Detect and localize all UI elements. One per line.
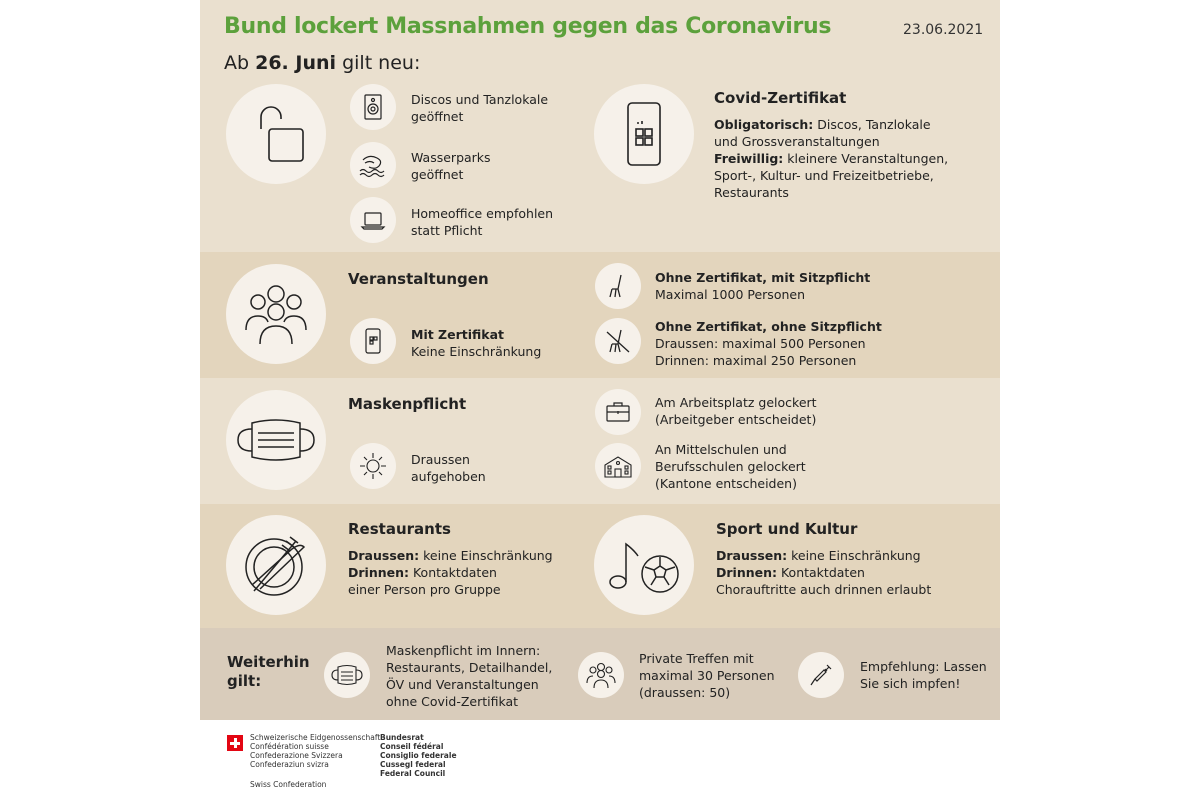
briefcase-icon [595,389,641,435]
music-football-icon [594,515,694,615]
sport-text: Draussen: keine Einschränkung Drinnen: Kontaktdaten Chorauftritte auch drinnen erlaubt [716,548,932,597]
certificate-text: Obligatorisch: Discos, Tanzlokale und Grossveranstaltungen Freiwillig: kleinere Veranstaltungen, Sport-, Kultur- und Freizeitbetriebe, Restaurants [714,117,949,200]
infographic-poster [200,0,1000,720]
events-with-certificate: Mit Zertifikat Keine Einschränkung [411,327,542,359]
opening-homeoffice: Homeoffice empfohlen statt Pflicht [411,206,554,238]
subtitle-pre: Ab [224,52,256,74]
masks-schools: An Mittelschulen und Berufsschulen gelockert (Kantone entscheiden) [655,442,806,491]
page-title: Bund lockert Massnahmen gegen das Coronavirus [224,14,832,39]
masks-workplace: Am Arbeitsplatz gelockert (Arbeitgeber entscheidet) [655,395,817,427]
opening-waterparks: Wasserparks geöffnet [411,150,491,182]
sun-icon [350,443,396,489]
restaurants-heading: Restaurants [348,520,451,538]
sport-heading: Sport und Kultur [716,520,858,538]
publish-date: 23.06.2021 [903,22,984,38]
confederation-names: Schweizerische Eidgenossenschaft Confédération suisse Confederazione Svizzera Confederaziun svizra [250,733,381,769]
events-heading: Veranstaltungen [348,270,489,288]
swiss-flag-icon [227,735,243,751]
phone-certificate-icon [350,318,396,364]
chair-icon [595,263,641,309]
subtitle [224,52,420,74]
still-valid-vaccination: Empfehlung: Lassen Sie sich impfen! [860,659,987,691]
laptop-icon [350,197,396,243]
face-mask-icon [226,390,326,490]
federal-council-names: Bundesrat Conseil fédéral Consiglio federale Cussegl federal Federal Council [380,733,457,778]
still-valid-label: Weiterhin gilt: [227,653,310,690]
certificate-heading: Covid-Zertifikat [714,89,847,107]
waterpark-icon [350,142,396,188]
speaker-icon [350,84,396,130]
confederation-english: Swiss Confederation [250,780,327,789]
masks-heading: Maskenpflicht [348,395,467,413]
group-of-people-icon [226,264,326,364]
school-icon [595,443,641,489]
footer [0,720,1200,800]
subtitle-date: 26. Juni [255,52,337,74]
syringe-icon [798,652,844,698]
still-valid-private: Private Treffen mit maximal 30 Personen (draussen: 50) [639,651,775,700]
restaurants-text: Draussen: keine Einschränkung Drinnen: Kontaktdaten einer Person pro Gruppe [348,548,553,597]
smartphone-qr-icon [594,84,694,184]
people-group-icon [578,652,624,698]
masks-outside: Draussen aufgehoben [411,452,486,484]
events-unseated: Ohne Zertifikat, ohne Sitzpflicht Draussen: maximal 500 Personen Drinnen: maximal 250 Personen [655,319,882,368]
events-seated: Ohne Zertifikat, mit Sitzpflicht Maximal 1000 Personen [655,270,871,302]
no-chair-icon [595,318,641,364]
still-valid-masks: Maskenpflicht im Innern: Restaurants, Detailhandel, ÖV und Veranstaltungen ohne Covid-Zertifikat [386,643,553,709]
opening-discos: Discos und Tanzlokale geöffnet [411,92,549,124]
mask-icon [324,652,370,698]
unlock-icon [226,84,326,184]
subtitle-post: gilt neu: [336,52,421,74]
plate-cutlery-icon [226,515,326,615]
